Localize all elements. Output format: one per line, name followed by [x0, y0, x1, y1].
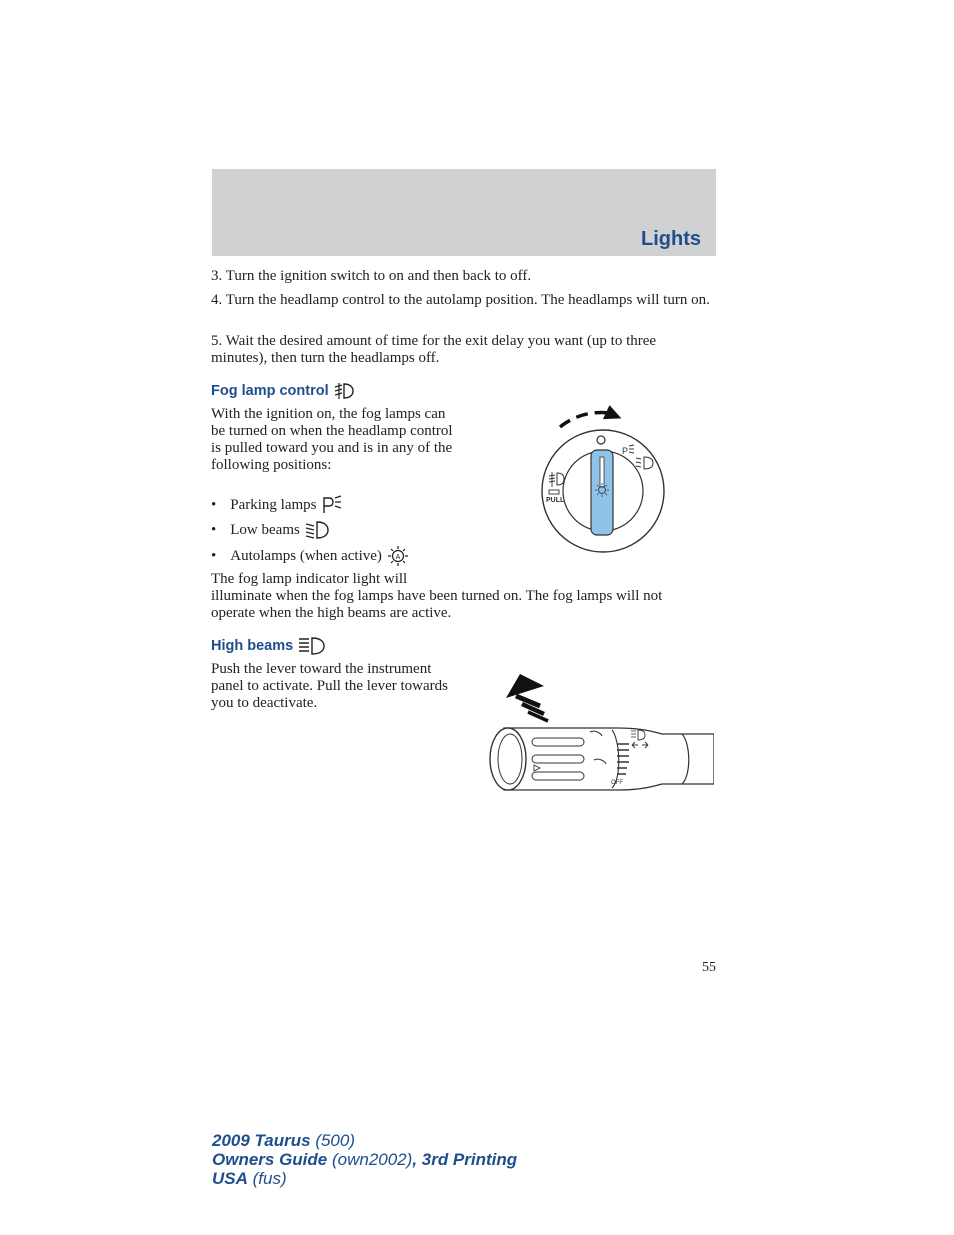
footer-market-code: (fus) — [247, 1169, 287, 1188]
footer-guide: Owners Guide — [212, 1150, 328, 1169]
footer-printing: , 3rd Printing — [412, 1150, 518, 1169]
lever-end-cap — [490, 728, 526, 790]
parking-position-label: P — [622, 446, 629, 456]
bullet-label: Autolamps (when active) — [230, 547, 382, 564]
off-label: OFF — [611, 780, 623, 786]
fog-lamp-heading-text: Fog lamp control — [211, 383, 329, 399]
step-3: 3. Turn the ignition switch to on and then back to off. — [211, 268, 532, 284]
high-beams-text: Push the lever toward the instrument panel to activate. Pull the lever towards you to deactivate. — [211, 661, 449, 711]
knob-indicator-line — [600, 457, 604, 487]
pull-label: PULL — [546, 497, 565, 504]
high-beams-heading — [211, 636, 327, 656]
footer-line-1 — [212, 1131, 517, 1150]
fog-lamp-icon — [333, 381, 355, 401]
autolamps-icon — [386, 545, 410, 567]
parking-lamps-icon — [321, 495, 343, 515]
bullet-label: Parking lamps — [230, 496, 317, 513]
fog-indicator-line1: The fog lamp indicator light will — [211, 571, 408, 587]
multifunction-lever-illustration — [486, 670, 714, 795]
fog-lamp-heading — [211, 381, 355, 401]
bullet-parking-lamps — [211, 495, 343, 515]
push-arrow — [506, 674, 544, 698]
footer-market: USA — [212, 1169, 248, 1188]
high-beams-icon — [297, 636, 327, 656]
section-title: Lights — [641, 228, 701, 250]
page-number: 55 — [702, 960, 716, 975]
step-5: 5. Wait the desired amount of time for the exit delay you want (up to three minutes), then turn the headlamps off. — [211, 333, 657, 366]
section-header — [212, 169, 716, 256]
bullet-autolamps — [211, 545, 410, 567]
footer-model-code: (500) — [310, 1131, 356, 1150]
bullet-marker: • — [211, 521, 217, 538]
document-footer — [212, 1131, 517, 1188]
fog-indicator-text: illuminate when the fog lamps have been turned on. The fog lamps will not operate when the high beams are active. — [211, 588, 663, 621]
bullet-marker: • — [211, 496, 217, 513]
rotation-arrow — [560, 413, 610, 427]
footer-line-3 — [212, 1169, 517, 1188]
autolamps-icon-letter: A — [395, 554, 401, 561]
bullet-marker: • — [211, 547, 217, 564]
high-beams-heading-text: High beams — [211, 638, 294, 654]
footer-model: 2009 Taurus — [212, 1131, 311, 1150]
bullet-label: Low beams — [230, 521, 300, 538]
headlamp-control-illustration — [530, 405, 680, 565]
bullet-low-beams — [211, 520, 330, 540]
step-4: 4. Turn the headlamp control to the autolamp position. The headlamps will turn on. — [211, 292, 710, 308]
rotation-arrow-head — [603, 405, 623, 422]
footer-line-2 — [212, 1150, 517, 1169]
low-beams-icon — [304, 520, 330, 540]
fog-intro: With the ignition on, the fog lamps can be turned on when the headlamp control is pulled toward you and is in any of the following positions: — [211, 406, 453, 473]
footer-guide-code: (own2002) — [327, 1150, 413, 1169]
